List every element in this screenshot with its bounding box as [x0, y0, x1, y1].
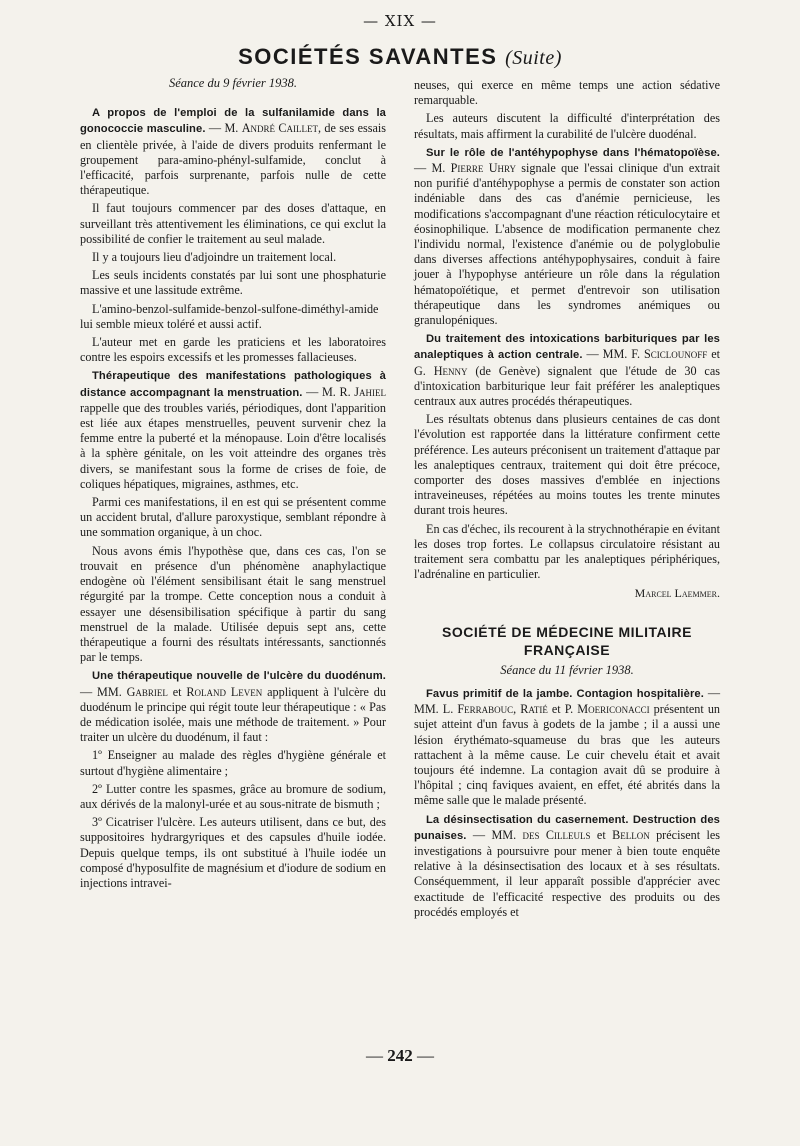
article-body: (de Genève) signalent que l'étude de 30 cas d'intoxication barbiturique leur fait préférer les analeptiques centraux aux autres procédés thérapeutiques. [414, 363, 720, 409]
article-author: R. Jahiel [339, 384, 386, 399]
article-body: présentent un sujet atteint d'un favus à godets de la jambe ; il a aussi une lésion érythémato-squameuse du bras que les auteurs rattachent à la même cause. Le cuir chevelu était et avait toujours été indemne. La contagion avait dû se produire à l'hôpital ; cinq faviques avaient, en effet, été abrités dans la même salle que le malade présenté. [414, 702, 721, 808]
left-column [80, 76, 386, 894]
article-body: signale que l'essai clinique d'un extrait non purifié d'antéhypophyse a permis de constater son action indéniable dans des cas d'anémie pernicieuse, les modifications s'accompagnant d'une réaction réticulocytaire et éosinophilique. L'absence de modification permanente chez l'individu normal, l'existence d'anémie ou de polyglobulie dans diverses affections antéhypophysaires, conduit à faire jouer à l'hypophyse antérieure un rôle dans la régulation hématopoïétique, et permet d'entrevoir son utilisation thérapeutique dans les syndromes anémiques ou granulopéniques. [414, 161, 720, 328]
paragraph: Les seuls incidents constatés par lui sont une phosphaturie massive et une lassitude extrême. [80, 268, 386, 298]
paragraph: L'amino-benzol-sulfamide-benzol-sulfone-diméthyl-amide lui semble mieux toléré et aussi actif. [80, 301, 379, 331]
article-antehypophyse [414, 145, 720, 328]
paragraph: L'auteur met en garde les praticiens et les laboratoires contre les espoirs excessifs et les promesses fallacieuses. [80, 335, 386, 365]
section-title [414, 623, 720, 659]
article-conjunction: et [547, 702, 565, 717]
article-heading: Une thérapeutique nouvelle de l'ulcère du duodénum. [92, 670, 386, 683]
article-author: L. Ferrabouc, Ratié [442, 702, 548, 717]
paragraph: Il y a toujours lieu d'adjoindre un traitement local. [92, 250, 337, 265]
article-lead: — M. [414, 161, 451, 176]
article-heading: Thérapeutique des manifestations pathologiques à distance accompagnant la menstruation. [80, 370, 386, 399]
article-heading: La désinsectisation du casernement. Destruction des punaises. [414, 813, 720, 842]
paragraph: neuses, qui exerce en même temps une action sédative remarquable. [414, 78, 720, 108]
list-item: 1º Enseigner au malade des règles d'hygiène générale et surtout d'hygiène alimentaire ; [80, 748, 386, 778]
article-author: Gabriel [126, 684, 168, 699]
article-sulfanilamide [80, 105, 386, 198]
seance-date: Séance du 11 février 1938. [500, 662, 634, 677]
article-lead: — M. [302, 384, 340, 399]
article-barbituriques [414, 331, 720, 409]
article-heading: Favus primitif de la jambe. Contagion hospitalière. [426, 687, 704, 700]
page-number-dash: — [417, 1046, 434, 1065]
article-author: des Cilleuls [522, 827, 591, 842]
page-title [0, 44, 800, 70]
article-body: , de ses essais en clientèle privée, à l'aide de divers produits renfermant le groupement para-amino-phényl-sulfamide, conclut à l'efficacité, parfois surprenante, parfois nulle de cette thérapeutique. [80, 121, 387, 198]
page-number-dash: — [366, 1046, 383, 1065]
article-heading: Sur le rôle de l'antéhypophyse dans l'hématopoïèse. [426, 146, 720, 159]
right-column [414, 78, 720, 923]
article-lead: — MM. [80, 684, 127, 699]
section-title-line: SOCIÉTÉ DE MÉDECINE MILITAIRE [442, 623, 692, 640]
article-lead: — MM. [582, 347, 632, 362]
article-author: F. Sciclounoff [631, 347, 708, 362]
article-conjunction: et [707, 347, 720, 362]
page-title-suffix: (Suite) [505, 47, 562, 69]
article-heading: A propos de l'emploi de la sulfanilamide dans la gonococcie masculine. [80, 107, 386, 136]
article-author: André Caillet [241, 121, 319, 136]
article-lead: — M. [205, 121, 242, 136]
paragraph: Il faut toujours commencer par des doses d'attaque, en surveillant très attentivement les éliminations, ce qui exclut la possibilité de confier le traitement au seul malade. [80, 201, 386, 246]
article-author: Roland Leven [186, 684, 263, 699]
paragraph: En cas d'échec, ils recourent à la strychnothérapie en évitant les doses trop fortes. Le collapsus circulatoire résistant au traitement sera combattu par les analeptiques périphériques, l'adrénaline en particulier. [414, 521, 720, 582]
list-item: 2º Lutter contre les spasmes, grâce au bromure de sodium, aux dérivés de la malonyl-urée et au sous-nitrate de bismuth ; [80, 781, 386, 811]
seance-date: Séance du 9 février 1938. [168, 76, 298, 90]
article-author: G. Henny [414, 363, 468, 378]
article-ulcere [80, 668, 386, 745]
article-body: rappelle que des troubles variés, périodiques, dont l'apparition est liée aux étapes menstruelles, peuvent survenir chez la femme entre la puberté et la ménopause. Loin d'être localisés à la sphère génitale, on les voit atteindre des organes très divers, se manifestant sous la forme de crises de foie, de coliques hépatiques, migraines, asthmes, etc. [80, 400, 386, 491]
paragraph: Nous avons émis l'hypothèse que, dans ces cas, l'on se trouvait en présence d'un phénomène anaphylactique endogène où l'élément sensibilisant était le sang menstruel régurgité par la trompe. Cette conception nous a conduit à essayer une désensibilisation spécifique à partir du sang menstruel de la malade. Utilisée depuis sept ans, cette thérapeutique a fourni des résultats intéressants, sanctionnés par le temps. [80, 543, 386, 665]
article-lead: — MM. [414, 685, 721, 717]
article-heading: Du traitement des intoxications barbituriques par les analeptiques à action centrale. [414, 333, 720, 362]
article-body: précisent les investigations à poursuivre pour mener à bien toute enquête relative à la désinsectisation des locaux et à ses résultats. Conséquemment, il leur apparaît possible d'apprécier avec exactitude de l'efficacité respective des produits ou des procédés employés et [414, 827, 720, 919]
paragraph: Les auteurs discutent la difficulté d'interprétation des résultats, mais affirment la curabilité de l'ulcère duodénal. [414, 111, 720, 141]
article-author: P. Moericonacci [564, 702, 650, 717]
signature: Marcel Laemmer. [634, 585, 720, 600]
article-favus [414, 686, 720, 809]
roman-page-number: — XIX — [363, 12, 437, 30]
page-number [0, 1046, 800, 1066]
paragraph: Les résultats obtenus dans plusieurs centaines de cas dont l'évolution est rapportée dans la littérature confirment cette préférence. Les auteurs préconisent un traitement d'attaque par les analeptiques centraux, traitement qui doit être précoce, comporter des doses massives d'emblée en injections intraveineuses, répétées au moins toutes les trente minutes durant trois heures. [414, 412, 720, 518]
article-author: Pierre Uhry [450, 161, 517, 176]
page-number-value: 242 [387, 1046, 413, 1065]
article-conjunction: et [167, 684, 187, 699]
article-author: Bellon [612, 827, 650, 842]
section-title-line: FRANÇAISE [523, 641, 611, 658]
page-title-text: SOCIÉTÉS SAVANTES [238, 44, 498, 69]
list-item: 3º Cicatriser l'ulcère. Les auteurs utilisent, dans ce but, des suppositoires hydrargyriques et des capsules d'huile iodée. Depuis quelque temps, ils ont substitué à l'huile iodée un composé d'hyposulfite de magnésium et d'iodure de sodium en injections intravei- [80, 815, 386, 890]
article-desinsectisation [414, 812, 720, 920]
article-body: appliquent à l'ulcère du duodénum le principe qui régit toute leur thérapeutique : « Pas de médication isolée, mais une méthode de traitement. » Pour traiter un ulcère du duodénum, il faut : [80, 684, 386, 745]
article-menstruation [80, 368, 386, 492]
article-lead: — MM. [466, 827, 523, 842]
paragraph: Parmi ces manifestations, il en est qui se présentent comme un accident brutal, d'allure paroxystique, semblant répondre à une sommation organique, à un choc. [80, 495, 386, 540]
article-conjunction: et [590, 827, 613, 842]
